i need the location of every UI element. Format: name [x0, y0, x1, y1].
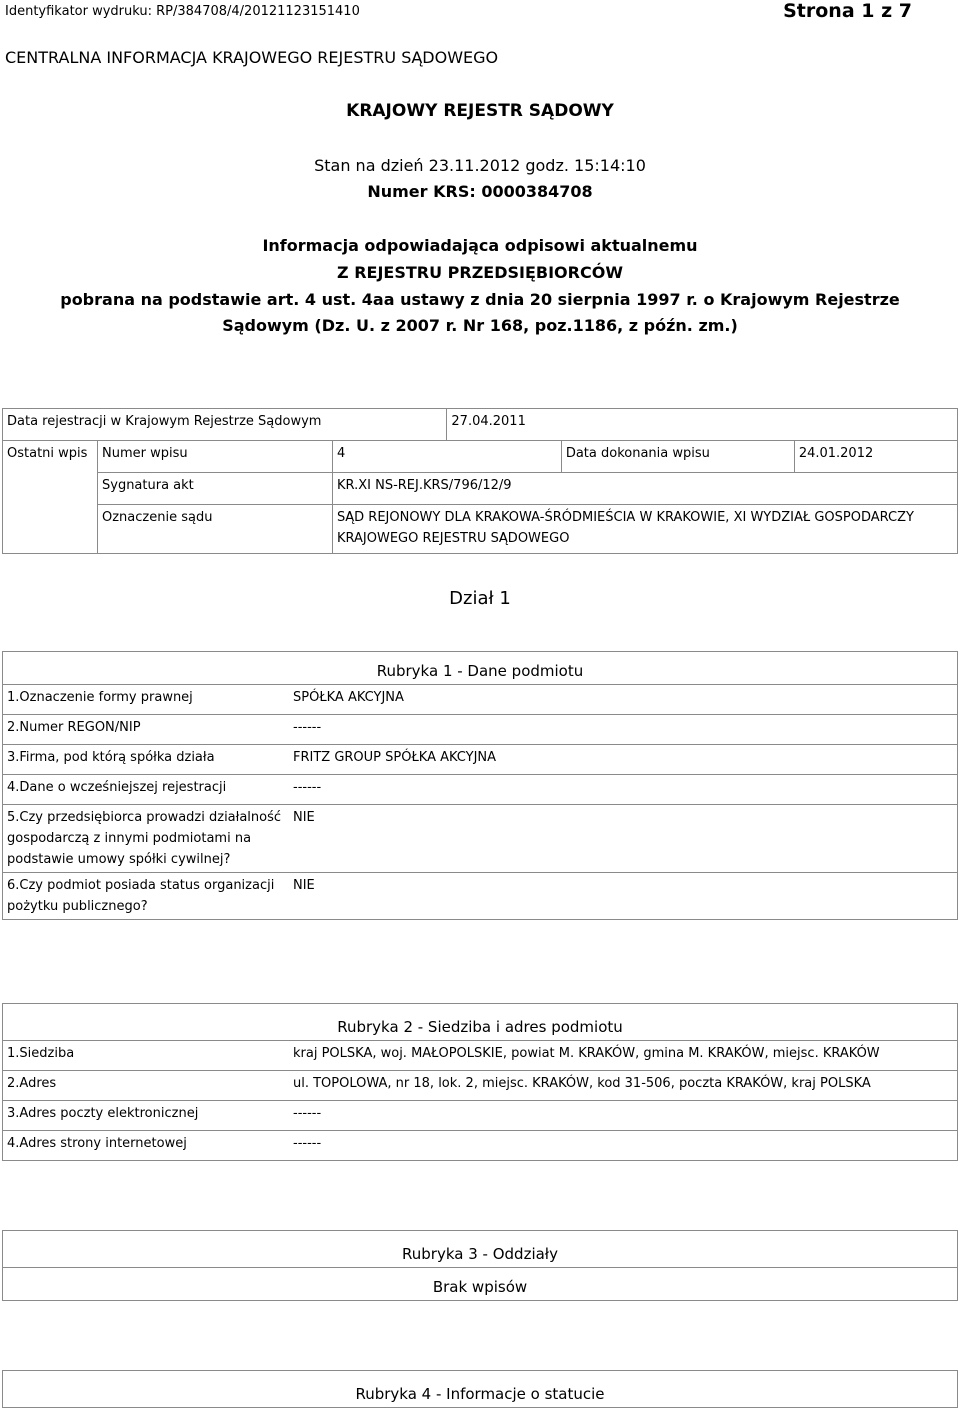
rubryka-1-row-value: FRITZ GROUP SPÓŁKA AKCYJNA [289, 745, 958, 775]
rubryka-1-row-label: 4.Dane o wcześniejszej rejestracji [3, 775, 290, 805]
rubryka-2-row-value: ------ [289, 1131, 958, 1161]
last-entry-label: Ostatni wpis [3, 441, 98, 554]
entry-number-value: 4 [333, 441, 562, 473]
rubryka-1-row-value: SPÓŁKA AKCYJNA [289, 685, 958, 715]
rubryka-1-row-label: 1.Oznaczenie formy prawnej [3, 685, 290, 715]
rubryka-2-row-label: 3.Adres poczty elektronicznej [3, 1101, 290, 1131]
rubryka-4-title: Rubryka 4 - Informacje o statucie [3, 1371, 958, 1408]
rubryka-1-row-label: 5.Czy przedsiębiorca prowadzi działalność gospodarczą z innymi podmiotami na podstawie umowy spółki cywilnej? [3, 805, 290, 873]
registration-date-value: 27.04.2011 [447, 409, 958, 441]
krs-number: Numer KRS: 0000384708 [367, 182, 593, 201]
rubryka-3-empty: Brak wpisów [3, 1268, 958, 1301]
rubryka-2-table [2, 1003, 958, 1161]
rubryka-4-table [2, 1370, 958, 1408]
court-value: SĄD REJONOWY DLA KRAKOWA-ŚRÓDMIEŚCIA W KRAKOWIE, XI WYDZIAŁ GOSPODARCZY KRAJOWEGO REJESTRU SĄDOWEGO [333, 505, 958, 554]
rubryka-2-row-value: kraj POLSKA, woj. MAŁOPOLSKIE, powiat M. KRAKÓW, gmina M. KRAKÓW, miejsc. KRAKÓW [289, 1041, 958, 1071]
rubryka-2-row-value: ul. TOPOLOWA, nr 18, lok. 2, miejsc. KRAKÓW, kod 31-506, poczta KRAKÓW, kraj POLSKA [289, 1071, 958, 1101]
rubryka-1-row-label: 3.Firma, pod którą spółka działa [3, 745, 290, 775]
rubryka-1-row-label: 6.Czy podmiot posiada status organizacji pożytku publicznego? [3, 873, 290, 920]
rubryka-2-row-label: 4.Adres strony internetowej [3, 1131, 290, 1161]
court-label: Oznaczenie sądu [98, 505, 333, 554]
info-line-4: Sądowym (Dz. U. z 2007 r. Nr 168, poz.1186, z późn. zm.) [222, 316, 738, 335]
rubryka-1-title: Rubryka 1 - Dane podmiotu [3, 652, 958, 685]
registration-table [2, 408, 958, 554]
central-information-heading: CENTRALNA INFORMACJA KRAJOWEGO REJESTRU SĄDOWEGO [5, 48, 499, 67]
rubryka-2-row-value: ------ [289, 1101, 958, 1131]
rubryka-1-row-value: NIE [289, 805, 958, 873]
rubryka-2-row-label: 2.Adres [3, 1071, 290, 1101]
signature-value: KR.XI NS-REJ.KRS/796/12/9 [333, 473, 958, 505]
signature-label: Sygnatura akt [98, 473, 333, 505]
rubryka-1-row-value: ------ [289, 715, 958, 745]
page-indicator: Strona 1 z 7 [783, 0, 912, 22]
rubryka-1-row-value: ------ [289, 775, 958, 805]
info-line-3: pobrana na podstawie art. 4 ust. 4aa ustawy z dnia 20 sierpnia 1997 r. o Krajowym Rejestrze [60, 290, 900, 309]
info-line-1: Informacja odpowiadająca odpisowi aktualnemu [262, 236, 698, 255]
rubryka-2-row-label: 1.Siedziba [3, 1041, 290, 1071]
rubryka-3-title: Rubryka 3 - Oddziały [3, 1231, 958, 1268]
section-heading: Dział 1 [449, 588, 511, 609]
registration-date-label: Data rejestracji w Krajowym Rejestrze Sądowym [3, 409, 447, 441]
document-title: KRAJOWY REJESTR SĄDOWY [346, 101, 614, 121]
rubryka-1-row-label: 2.Numer REGON/NIP [3, 715, 290, 745]
entry-date-label: Data dokonania wpisu [561, 441, 794, 473]
info-line-2: Z REJESTRU PRZEDSIĘBIORCÓW [337, 263, 623, 282]
print-identifier: Identyfikator wydruku: RP/384708/4/20121123151410 [5, 4, 360, 19]
rubryka-1-row-value: NIE [289, 873, 958, 920]
entry-date-value: 24.01.2012 [794, 441, 957, 473]
state-date: Stan na dzień 23.11.2012 godz. 15:14:10 [314, 156, 646, 175]
entry-number-label: Numer wpisu [98, 441, 333, 473]
rubryka-1-table [2, 651, 958, 920]
rubryka-3-table [2, 1230, 958, 1301]
rubryka-2-title: Rubryka 2 - Siedziba i adres podmiotu [3, 1004, 958, 1041]
